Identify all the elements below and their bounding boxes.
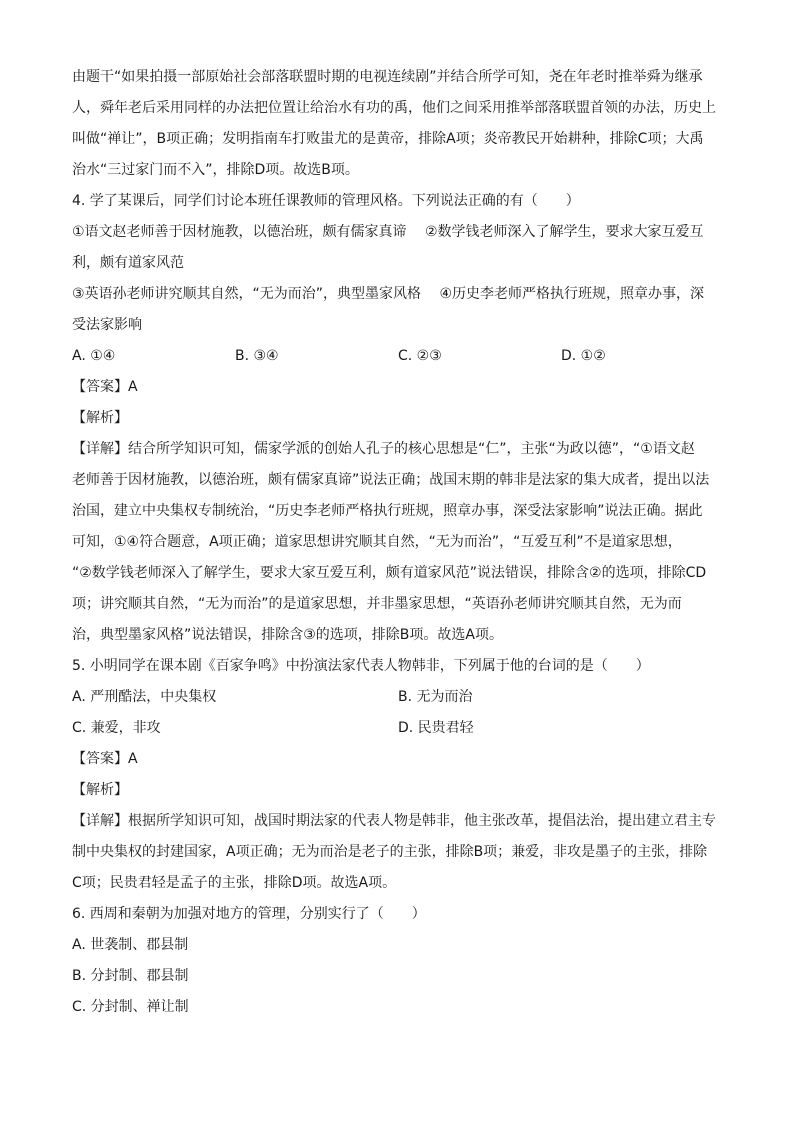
statement-line: 受法家影响 (72, 317, 142, 333)
question-4 (72, 186, 724, 651)
option-d: D. ①② (561, 348, 606, 364)
document-content (72, 62, 724, 1023)
question-6 (72, 899, 724, 1023)
option-c: C. 兼爱，非攻 (72, 720, 161, 736)
option-b: B. 分封制、郡县制 (72, 968, 189, 984)
detail-line: “②数学钱老师深入了解学生，要求大家互爱互利，颇有道家风范”说法错误，排除含②的选项，排除CD (72, 565, 707, 581)
question-stem: 6. 西周和秦朝为加强对地方的管理，分别实行了（ ） (72, 906, 426, 922)
statement-line: ①语文赵老师善于因材施教，以德治班，颇有儒家真谛 ②数学钱老师深入了解学生，要求大家互爱互 (72, 224, 704, 240)
answer-label: 【答案】A (72, 379, 138, 395)
analysis-label: 【解析】 (72, 410, 128, 426)
statement-line: ③英语孙老师讲究顺其自然，“无为而治”，典型墨家风格 ④历史李老师严格执行班规，照章办事，深 (72, 286, 705, 302)
statement-line: 利，颇有道家风范 (72, 255, 184, 271)
text-line: 治水“三过家门而不入”，排除D项。故选B项。 (72, 162, 359, 178)
detail-line: 项；讲究顺其自然，“无为而治”的是道家思想，并非墨家思想，“英语孙老师讲究顺其自然，无为而 (72, 596, 682, 612)
detail-line: 【详解】根据所学知识可知，战国时期法家的代表人物是韩非，他主张改革，提倡法治，提出建立君主专 (72, 813, 716, 829)
text-line: 叫做“禅让”，B项正确；发明指南车打败蚩尤的是黄帝，排除A项；炎帝教民开始耕种，排除C项；大禹 (72, 131, 704, 147)
option-b: B. 无为而治 (398, 689, 473, 705)
text-line: 由题干“如果拍摄一部原始社会部落联盟时期的电视连续剧”并结合所学可知，尧在年老时推举舜为继承 (72, 69, 703, 85)
question-5 (72, 651, 724, 899)
option-a: A. ①④ (72, 348, 116, 364)
option-b: B. ③④ (235, 348, 279, 364)
detail-line: C项；民贵君轻是孟子的主张，排除D项。故选A项。 (72, 875, 397, 891)
option-d: D. 民贵君轻 (398, 720, 474, 736)
q3-explanation (72, 62, 724, 186)
question-stem: 5. 小明同学在课本剧《百家争鸣》中扮演法家代表人物韩非，下列属于他的台词的是（ ） (72, 658, 650, 674)
option-a: A. 世袭制、郡县制 (72, 937, 189, 953)
analysis-label: 【解析】 (72, 782, 128, 798)
options-row (72, 341, 724, 372)
option-c: C. 分封制、禅让制 (72, 999, 189, 1015)
detail-line: 老师善于因材施教，以德治班，颇有儒家真谛”说法正确；战国末期的韩非是法家的集大成者，提出以法 (72, 472, 710, 488)
detail-line: 治国，建立中央集权专制统治，“历史李老师严格执行班规，照章办事，深受法家影响”说法正确。据此 (72, 503, 703, 519)
detail-line: 制中央集权的封建国家，A项正确；无为而治是老子的主张，排除B项；兼爱，非攻是墨子的主张，排除 (72, 844, 708, 860)
detail-line: 治，典型墨家风格”说法错误，排除含③的选项，排除B项。故选A项。 (72, 627, 503, 643)
option-a: A. 严刑酷法，中央集权 (72, 689, 217, 705)
detail-line: 【详解】结合所学知识可知，儒家学派的创始人孔子的核心思想是“仁”，主张“为政以德”，“①语文赵 (72, 441, 695, 457)
options-row (72, 713, 724, 744)
options-row (72, 682, 724, 713)
option-c: C. ②③ (398, 348, 442, 364)
question-stem: 4. 学了某课后，同学们讨论本班任课教师的管理风格。下列说法正确的有（ ） (72, 193, 580, 209)
text-line: 人，舜年老后采用同样的办法把位置让给治水有功的禹，他们之间采用推举部落联盟首领的办法，历史上 (72, 100, 716, 116)
detail-line: 可知，①④符合题意，A项正确；道家思想讲究顺其自然，“无为而治”，“互爱互利”不是道家思想， (72, 534, 682, 550)
answer-label: 【答案】A (72, 751, 138, 767)
